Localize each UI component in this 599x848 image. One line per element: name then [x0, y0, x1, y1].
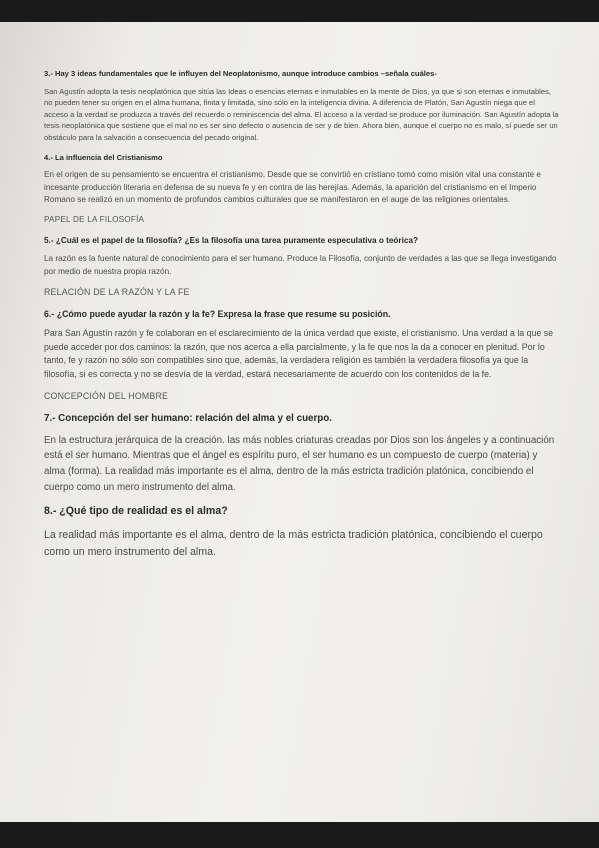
document-page: [0, 22, 599, 822]
section-title-filosofia: PAPEL DE LA FILOSOFÍA: [44, 215, 145, 225]
question-4-heading: 4.- La influencia del Cristianismo: [44, 152, 163, 162]
question-4-answer: En el origen de su pensamiento se encuentra el cristianismo. Desde que se convirtió en cristiano tomó como misión vital una constante e incesante producción literaria en defensa de su nueva fe y en contra de las herejías. Además, la aparición del cristianismo en el Imperio Romano se realizó en un momento de profundos cambios culturales que se manifestaron en el auge de las religiones orientales.: [44, 170, 541, 204]
question-8-heading: 8.- ¿Qué tipo de realidad es el alma?: [44, 505, 228, 518]
question-5-answer: La razón es la fuente natural de conocimiento para el ser humano. Produce la Filosofía, conjunto de verdades a las que se llega investigando por medio de nuestra propia razón.: [44, 254, 557, 276]
document-content: [44, 68, 559, 569]
question-3-answer: San Agustín adopta la tesis neoplatónica que sitúa las Ideas o esencias eternas e inmutables en la mente de Dios, ya que si son eternas e inmutables, no pueden tener su origen en el alma humana, finita y limitada, sino sólo en la inteligencia divina. A diferencia de Platón, San Agustín niega que el acceso a la verdad se produzca a través del recuerdo o reminiscencia del alma. El acceso a la verdad se produce por iluminación. San Agustín adopta la tesis neoplatónica que sostiene que el mal no es ser sino defecto o ausencia de ser y de bien. Ahora bien, aunque el cuerpo no es malo, sí puede ser un obstáculo para la salvación a consecuencia del pecado original.: [44, 86, 559, 142]
question-5-heading: 5.- ¿Cuál es el papel de la filosofía? ¿Es la filosofía una tarea puramente especulativa o teórica?: [44, 235, 419, 245]
section-title-hombre: CONCEPCIÓN DEL HOMBRE: [44, 390, 169, 401]
section-title-razon-fe: RELACIÓN DE LA RAZÓN Y LA FE: [44, 287, 190, 297]
question-8-answer: La realidad más importante es el alma, dentro de la más estricta tradición platónica, concibiendo el cuerpo como un mero instrumento del alma.: [44, 528, 543, 558]
question-6-answer: Para San Agustín razón y fe colaboran en el esclarecimiento de la única verdad que existe, el cristianismo. Una verdad a la que se puede acceder por dos caminos: la razón, que nos acerca a ella parcialmente, y la fe que nos la da a conocer en plenitud. Por lo tanto, fe y razón no sólo son compatibles sino que, además, la verdadera religión es también la verdadera filosofía ya que la filosofía, si es correcta y no se desvía de la verdad, estará necesariamente de acuerdo con los contenidos de la fe.: [44, 328, 554, 379]
question-7-answer: En la estructura jerárquica de la creación. las más nobles criaturas creadas por Dios son los ángeles y a continuación está el ser humano. Mientras que el ángel es espíritu puro, el ser humano es un compuesto de cuerpo (materia) y alma (forma). La realidad más importante es el alma, dentro de la más estricta tradición platónica, concibiendo el cuerpo como un mero instrumento del alma.: [44, 434, 555, 493]
question-3-heading: 3.- Hay 3 ideas fundamentales que le influyen del Neoplatonismo, aunque introduce cambios –señala cuáles-: [44, 69, 437, 78]
question-7-heading: 7.- Concepción del ser humano: relación del alma y el cuerpo.: [44, 413, 332, 425]
question-6-heading: 6.- ¿Cómo puede ayudar la razón y la fe? Expresa la frase que resume su posición.: [44, 308, 391, 319]
